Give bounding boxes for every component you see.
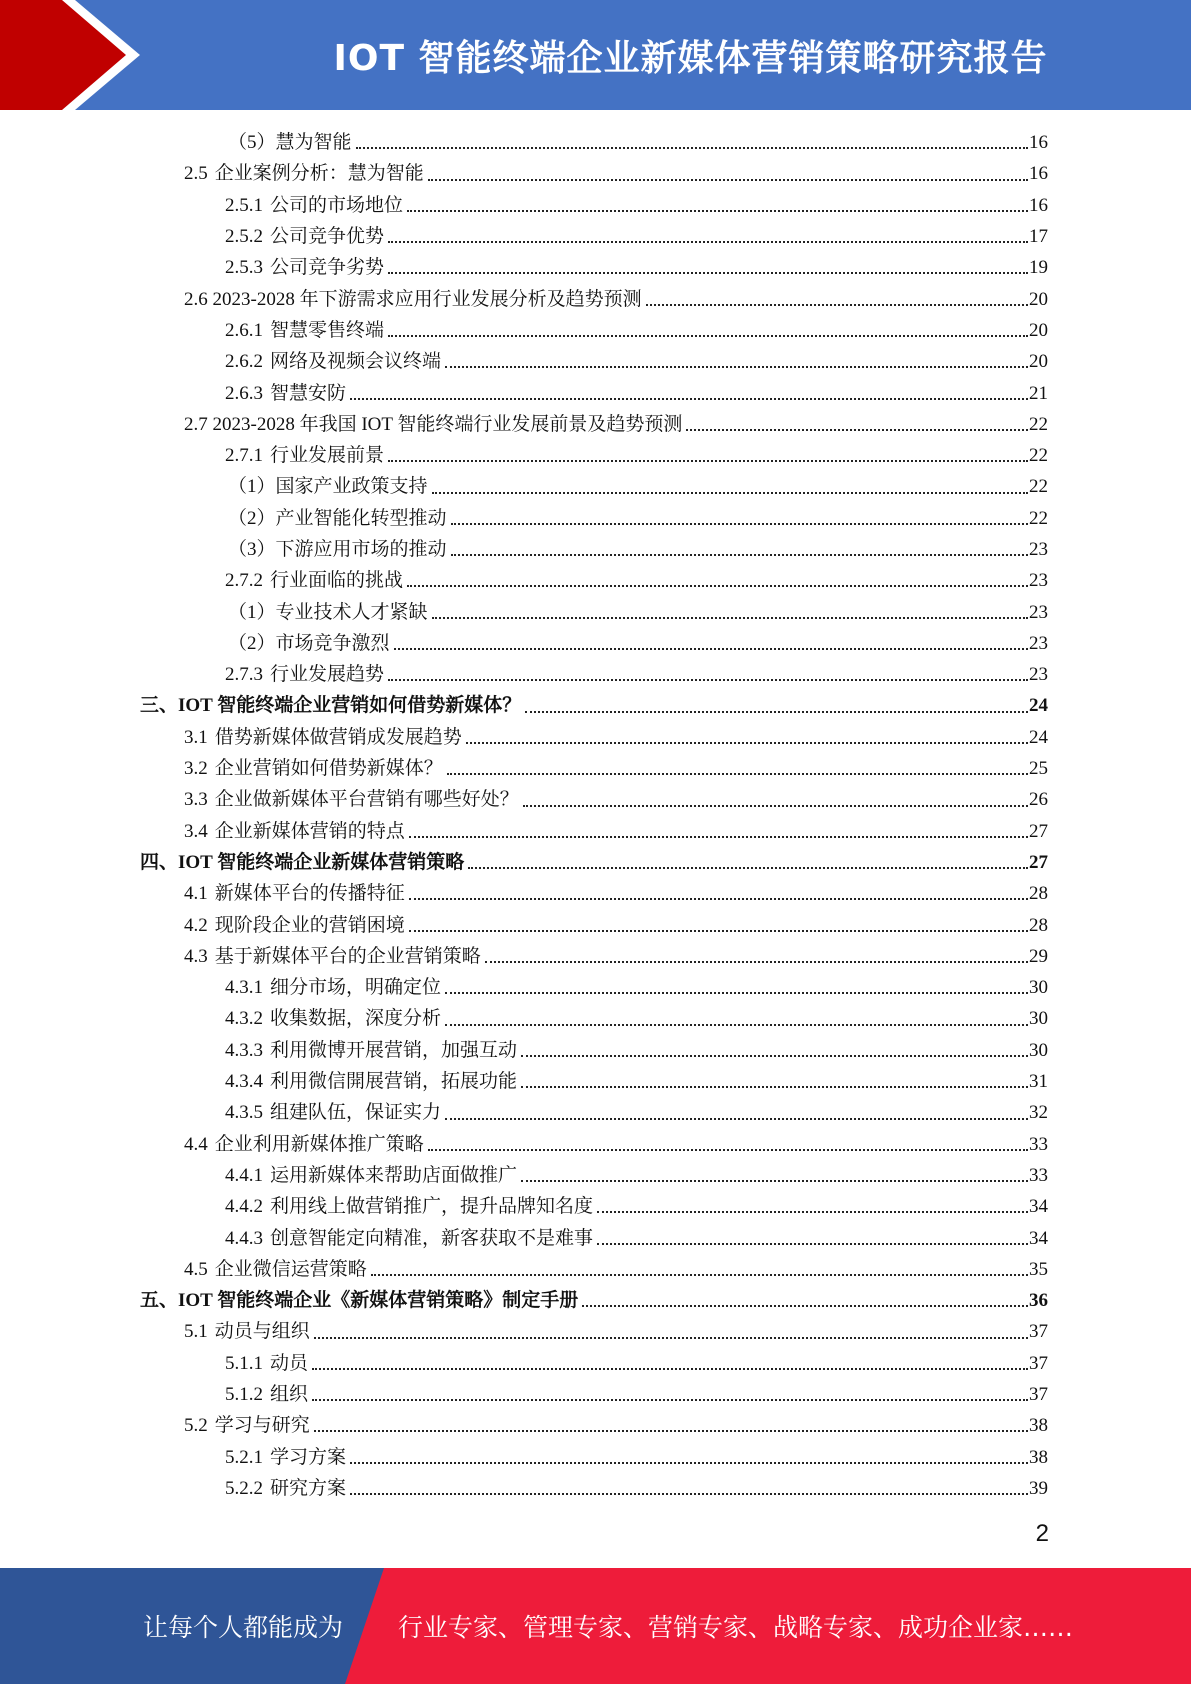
toc-entry-label (225, 1354, 308, 1373)
toc-dot-leader (432, 490, 1028, 494)
toc-entry-page: 21 (1029, 382, 1048, 404)
toc-entry-page: 23 (1029, 601, 1048, 623)
toc-entry[interactable] (140, 346, 1048, 377)
toc-dot-leader (350, 1491, 1028, 1495)
toc-entry-number: 3.4 (184, 820, 208, 842)
toc-entry-label (225, 665, 384, 684)
toc-entry-label (228, 509, 447, 528)
toc-dot-leader (521, 1178, 1028, 1182)
toc-entry-number: 2.6.3 (225, 382, 263, 404)
toc-entry[interactable] (140, 1066, 1048, 1097)
toc-entry-title: （2）产业智能化转型推动 (228, 507, 447, 529)
toc-entry-page: 34 (1029, 1196, 1048, 1218)
footer-slogan-right: 行业专家、管理专家、营销专家、战略专家、成功企业家…… (398, 1613, 1074, 1642)
toc-entry-number: 2.5.3 (225, 257, 263, 279)
toc-entry[interactable] (140, 409, 1048, 440)
toc-dot-leader (314, 1335, 1028, 1339)
toc-entry-label (225, 321, 384, 340)
toc-entry-number: 3.2 (184, 758, 208, 780)
toc-entry-title: 四、IOT 智能终端企业新媒体营销策略 (140, 851, 465, 873)
toc-entry-title: 组建队伍，保证实力 (270, 1102, 442, 1124)
toc-entry-label (225, 227, 384, 246)
toc-entry-page: 16 (1029, 132, 1048, 154)
toc-entry-page: 27 (1029, 851, 1048, 873)
toc-entry-label (225, 1385, 308, 1404)
toc-entry-title: （3）下游应用市场的推动 (228, 539, 447, 560)
toc-entry-title: 运用新媒体来帮助店面做推广 (270, 1164, 518, 1186)
toc-entry-page: 20 (1029, 288, 1048, 310)
toc-entry-label (225, 978, 441, 997)
toc-entry[interactable] (140, 1379, 1048, 1410)
toc-entry-label (184, 164, 424, 183)
toc-entry[interactable] (140, 909, 1048, 940)
toc-entry-label (184, 1322, 310, 1341)
toc-entry-label (225, 258, 384, 277)
toc-entry-number: 2.6.2 (225, 351, 263, 373)
toc-entry-number: 5.1.1 (225, 1352, 263, 1374)
toc-entry[interactable] (140, 941, 1048, 972)
toc-entry-page: 20 (1029, 351, 1048, 373)
toc-entry-title: 智慧安防 (270, 382, 347, 404)
toc-dot-leader (394, 646, 1028, 650)
toc-entry-label (184, 822, 405, 841)
toc-entry-page: 37 (1029, 1352, 1048, 1374)
toc-entry-title: 公司的市场地位 (270, 194, 404, 216)
toc-entry-number: 4.3 (184, 945, 208, 967)
toc-entry-label (225, 1448, 346, 1467)
toc-entry-number: 4.4.1 (225, 1164, 263, 1186)
toc-entry-page: 22 (1029, 445, 1048, 467)
toc-entry-number: 4.3.5 (225, 1102, 263, 1124)
toc-dot-leader (388, 677, 1028, 681)
toc-entry[interactable] (140, 628, 1048, 659)
toc-dot-leader (445, 364, 1028, 368)
toc-entry-label (228, 133, 352, 152)
toc-entry-title: 创意智能定向精准，新客获取不是难事 (270, 1227, 594, 1249)
toc-dot-leader (388, 333, 1028, 337)
toc-entry-number: 2.5.1 (225, 194, 263, 216)
toc-entry-page: 16 (1029, 194, 1048, 216)
toc-dot-leader (388, 458, 1028, 462)
toc-entry-title: 研究方案 (270, 1477, 347, 1499)
toc-entry-page: 31 (1029, 1071, 1048, 1093)
report-header (0, 0, 1191, 110)
toc-entry-page: 38 (1029, 1446, 1048, 1468)
toc-dot-leader (432, 615, 1028, 619)
toc-entry-label (228, 540, 447, 559)
toc-entry-title: 现阶段企业的营销困境 (214, 914, 405, 936)
toc-entry-number: 2.7.2 (225, 570, 263, 592)
toc-entry-number: 2.7.1 (225, 445, 263, 467)
toc-entry[interactable] (140, 1129, 1048, 1160)
toc-entry-title: 网络及视频会议终端 (270, 351, 442, 373)
toc-dot-leader (314, 1428, 1028, 1432)
toc-entry-title: （1）专业技术人才紧缺 (228, 601, 428, 623)
toc-entry-title: 智慧零售终端 (270, 319, 385, 341)
toc-dot-leader (428, 1147, 1028, 1151)
toc-entry-title: 行业发展前景 (270, 445, 385, 467)
toc-entry-page: 22 (1029, 476, 1048, 498)
toc-entry-title: 学习方案 (270, 1446, 347, 1468)
toc-dot-leader (356, 145, 1028, 149)
toc-entry-number: 5.1.2 (225, 1384, 263, 1406)
toc-entry-page: 30 (1029, 977, 1048, 999)
toc-entry[interactable] (140, 1410, 1048, 1441)
toc-entry-number: 4.1 (184, 883, 208, 905)
toc-entry[interactable] (140, 659, 1048, 690)
toc-entry[interactable] (140, 847, 1048, 878)
toc-entry-number: 4.4 (184, 1133, 208, 1155)
toc-dot-leader (407, 208, 1028, 212)
toc-entry-label (184, 1135, 424, 1154)
toc-entry[interactable] (140, 190, 1048, 221)
toc-entry-title: （2）市场竞争激烈 (228, 632, 390, 654)
toc-entry[interactable] (140, 534, 1048, 565)
toc-entry-title: 新媒体平台的传播特征 (214, 883, 405, 905)
toc-entry[interactable] (140, 1003, 1048, 1034)
toc-entry-label (225, 352, 441, 371)
toc-dot-leader (686, 427, 1028, 431)
toc-entry-label (228, 477, 428, 496)
toc-entry[interactable] (140, 315, 1048, 346)
toc-entry[interactable] (140, 1222, 1048, 1253)
toc-dot-leader (646, 302, 1028, 306)
toc-entry[interactable] (140, 1316, 1048, 1347)
toc-entry-page: 35 (1029, 1258, 1048, 1280)
toc-entry[interactable] (140, 1441, 1048, 1472)
toc-entry-page: 34 (1029, 1227, 1048, 1249)
toc-entry-title: 行业面临的挑战 (270, 570, 404, 592)
toc-dot-leader (409, 834, 1028, 838)
toc-dot-leader (523, 803, 1028, 807)
toc-entry-title: 五、IOT 智能终端企业《新媒体营销策略》制定手册 (140, 1290, 579, 1312)
toc-entry[interactable] (140, 221, 1048, 252)
toc-entry-label (184, 790, 519, 809)
report-title: IOT 智能终端企业新媒体营销策略研究报告 (333, 37, 1048, 79)
toc-dot-leader (597, 1209, 1028, 1213)
toc-entry-page: 37 (1029, 1321, 1048, 1343)
toc-entry[interactable] (140, 503, 1048, 534)
toc-entry[interactable] (140, 1191, 1048, 1222)
footer-banner (0, 1568, 1191, 1684)
toc-dot-leader (525, 709, 1028, 713)
toc-entry[interactable] (140, 972, 1048, 1003)
toc-entry-title: 企业利用新媒体推广策略 (214, 1133, 424, 1155)
toc-dot-leader (445, 990, 1028, 994)
toc-dot-leader (428, 177, 1028, 181)
toc-entry[interactable] (140, 565, 1048, 596)
toc-dot-leader (312, 1397, 1028, 1401)
toc-entry[interactable] (140, 1285, 1048, 1316)
toc-entry-title: 企业做新媒体平台营销有哪些好处？ (214, 789, 519, 811)
toc-dot-leader (371, 1272, 1028, 1276)
toc-entry-page: 37 (1029, 1384, 1048, 1406)
toc-entry-title: （1）国家产业政策支持 (228, 476, 428, 498)
toc-entry-label (225, 1197, 593, 1216)
toc-entry-label (184, 947, 481, 966)
toc-entry[interactable] (140, 1160, 1048, 1191)
toc-entry[interactable] (140, 753, 1048, 784)
toc-entry-number: 2.5.2 (225, 226, 263, 248)
toc-entry-page: 22 (1029, 413, 1048, 435)
toc-entry-title: 组织 (270, 1384, 309, 1406)
toc-entry-title: 动员 (270, 1352, 309, 1374)
toc-entry-page: 23 (1029, 632, 1048, 654)
toc-dot-leader (451, 552, 1028, 556)
toc-entry[interactable] (140, 878, 1048, 909)
toc-dot-leader (468, 865, 1028, 869)
toc-entry[interactable] (140, 1035, 1048, 1066)
toc-dot-leader (409, 928, 1028, 932)
toc-entry-label (140, 696, 521, 715)
toc-entry-title: 借势新媒体做营销成发展趋势 (214, 726, 462, 748)
toc-entry-title: 学习与研究 (214, 1415, 310, 1437)
toc-entry[interactable] (140, 252, 1048, 283)
toc-entry-label (225, 1041, 517, 1060)
toc-entry-label (184, 1416, 310, 1435)
toc-entry-title: 企业新媒体营销的特点 (214, 820, 405, 842)
toc-entry[interactable] (140, 1348, 1048, 1379)
toc-entry-label (184, 728, 462, 747)
toc-entry-page: 16 (1029, 163, 1048, 185)
toc-entry-page: 24 (1029, 726, 1048, 748)
toc-entry[interactable] (140, 690, 1048, 721)
toc-entry-label (184, 290, 642, 309)
toc-entry-label (184, 1260, 367, 1279)
toc-entry-page: 19 (1029, 257, 1048, 279)
toc-entry-page: 28 (1029, 914, 1048, 936)
toc-entry-number: 5.2.2 (225, 1477, 263, 1499)
toc-dot-leader (445, 1022, 1028, 1026)
toc-entry-label (184, 916, 405, 935)
toc-entry-page: 23 (1029, 539, 1048, 560)
toc-entry-label (225, 446, 384, 465)
toc-entry-number: 4.4.2 (225, 1196, 263, 1218)
chevron-arrow-icon (0, 0, 160, 110)
toc-dot-leader (451, 521, 1028, 525)
toc-entry[interactable] (140, 158, 1048, 189)
toc-entry-page: 25 (1029, 758, 1048, 780)
toc-entry-title: 细分市场，明确定位 (270, 977, 442, 999)
toc-dot-leader (388, 270, 1028, 274)
toc-entry[interactable] (140, 471, 1048, 502)
toc-entry[interactable] (140, 1473, 1048, 1504)
toc-entry-label (184, 759, 443, 778)
toc-entry[interactable] (140, 440, 1048, 471)
toc-entry-title: 三、IOT 智能终端企业营销如何借势新媒体？ (140, 695, 522, 717)
toc-entry-title: 2.7 2023-2028 年我国 IOT 智能终端行业发展前景及趋势预测 (184, 413, 683, 435)
toc-entry-label (225, 1009, 441, 1028)
toc-entry-label (225, 1229, 593, 1248)
toc-entry-page: 23 (1029, 664, 1048, 686)
toc-entry-title: 企业营销如何借势新媒体？ (214, 758, 443, 780)
toc-entry-title: （5）慧为智能 (228, 132, 352, 154)
toc-entry-page: 23 (1029, 570, 1048, 592)
toc-entry-page: 20 (1029, 319, 1048, 341)
toc-entry-label (228, 603, 428, 622)
toc-entry-number: 3.1 (184, 726, 208, 748)
toc-entry[interactable] (140, 596, 1048, 627)
toc-entry[interactable] (140, 377, 1048, 408)
toc-entry-page: 30 (1029, 1039, 1048, 1061)
toc-dot-leader (521, 1053, 1028, 1057)
toc-entry-title: 公司竞争劣势 (270, 257, 385, 279)
toc-entry-page: 24 (1029, 695, 1048, 717)
toc-entry-number: 4.3.2 (225, 1008, 263, 1030)
toc-entry-title: 基于新媒体平台的企业营销策略 (214, 945, 481, 967)
toc-entry-page: 33 (1029, 1133, 1048, 1155)
toc-entry-title: 行业发展趋势 (270, 664, 385, 686)
toc-entry-title: 企业微信运营策略 (214, 1258, 367, 1280)
toc-entry-label (140, 1291, 578, 1310)
toc-entry-page: 33 (1029, 1164, 1048, 1186)
toc-entry-number: 2.7.3 (225, 664, 263, 686)
toc-entry-title: 2.6 2023-2028 年下游需求应用行业发展分析及趋势预测 (184, 288, 642, 310)
toc-dot-leader (447, 771, 1028, 775)
toc-dot-leader (312, 1366, 1028, 1370)
toc-entry-page: 30 (1029, 1008, 1048, 1030)
toc-entry-number: 5.1 (184, 1321, 208, 1343)
toc-entry[interactable] (140, 283, 1048, 314)
toc-entry[interactable] (140, 816, 1048, 847)
toc-entry-page: 17 (1029, 226, 1048, 248)
toc-entry-number: 5.2.1 (225, 1446, 263, 1468)
toc-entry-label (225, 1166, 517, 1185)
toc-dot-leader (485, 959, 1028, 963)
toc-entry-page: 39 (1029, 1477, 1048, 1499)
toc-entry-label (225, 384, 346, 403)
table-of-contents (140, 127, 1048, 1504)
toc-entry-title: 利用微信開展营销，拓展功能 (270, 1071, 518, 1093)
toc-entry-number: 4.5 (184, 1258, 208, 1280)
footer-slogan-left: 让每个人都能成为 (143, 1613, 344, 1642)
toc-entry-number: 4.3.4 (225, 1071, 263, 1093)
toc-entry-page: 28 (1029, 883, 1048, 905)
toc-entry-label (184, 415, 682, 434)
toc-entry-number: 2.5 (184, 163, 208, 185)
toc-dot-leader (466, 740, 1028, 744)
toc-entry-number: 4.4.3 (225, 1227, 263, 1249)
toc-entry[interactable] (140, 722, 1048, 753)
toc-entry-number: 2.6.1 (225, 319, 263, 341)
toc-entry-title: 利用线上做营销推广，提升品牌知名度 (270, 1196, 594, 1218)
toc-entry-number: 4.2 (184, 914, 208, 936)
toc-dot-leader (388, 239, 1028, 243)
toc-entry[interactable] (140, 127, 1048, 158)
page-number: 2 (1035, 1520, 1049, 1547)
toc-entry-page: 32 (1029, 1102, 1048, 1124)
toc-entry-label (225, 571, 403, 590)
toc-entry-page: 26 (1029, 789, 1048, 811)
toc-entry-page: 38 (1029, 1415, 1048, 1437)
toc-dot-leader (521, 1084, 1028, 1088)
toc-entry-title: 公司竞争优势 (270, 226, 385, 248)
toc-dot-leader (409, 896, 1028, 900)
toc-entry-title: 收集数据，深度分析 (270, 1008, 442, 1030)
toc-dot-leader (407, 583, 1028, 587)
toc-entry-label (184, 884, 405, 903)
toc-entry-number: 4.3.1 (225, 977, 263, 999)
toc-entry-label (140, 853, 464, 872)
toc-entry-label (228, 634, 390, 653)
toc-entry-page: 22 (1029, 507, 1048, 529)
toc-entry-number: 5.2 (184, 1415, 208, 1437)
toc-dot-leader (445, 1116, 1028, 1120)
toc-dot-leader (597, 1241, 1028, 1245)
toc-entry-number: 3.3 (184, 789, 208, 811)
toc-entry-label (225, 1103, 441, 1122)
toc-entry-title: 动员与组织 (214, 1321, 310, 1343)
toc-entry-page: 29 (1029, 945, 1048, 967)
toc-dot-leader (350, 396, 1028, 400)
toc-dot-leader (582, 1303, 1028, 1307)
toc-entry[interactable] (140, 784, 1048, 815)
toc-entry[interactable] (140, 1254, 1048, 1285)
toc-entry[interactable] (140, 1097, 1048, 1128)
toc-entry-number: 4.3.3 (225, 1039, 263, 1061)
toc-entry-page: 27 (1029, 820, 1048, 842)
toc-entry-label (225, 1072, 517, 1091)
toc-entry-page: 36 (1029, 1290, 1048, 1312)
toc-entry-label (225, 196, 403, 215)
toc-entry-title: 利用微博开展营销，加强互动 (270, 1039, 518, 1061)
toc-dot-leader (350, 1460, 1028, 1464)
toc-entry-title: 企业案例分析：慧为智能 (214, 163, 424, 185)
toc-entry-label (225, 1479, 346, 1498)
